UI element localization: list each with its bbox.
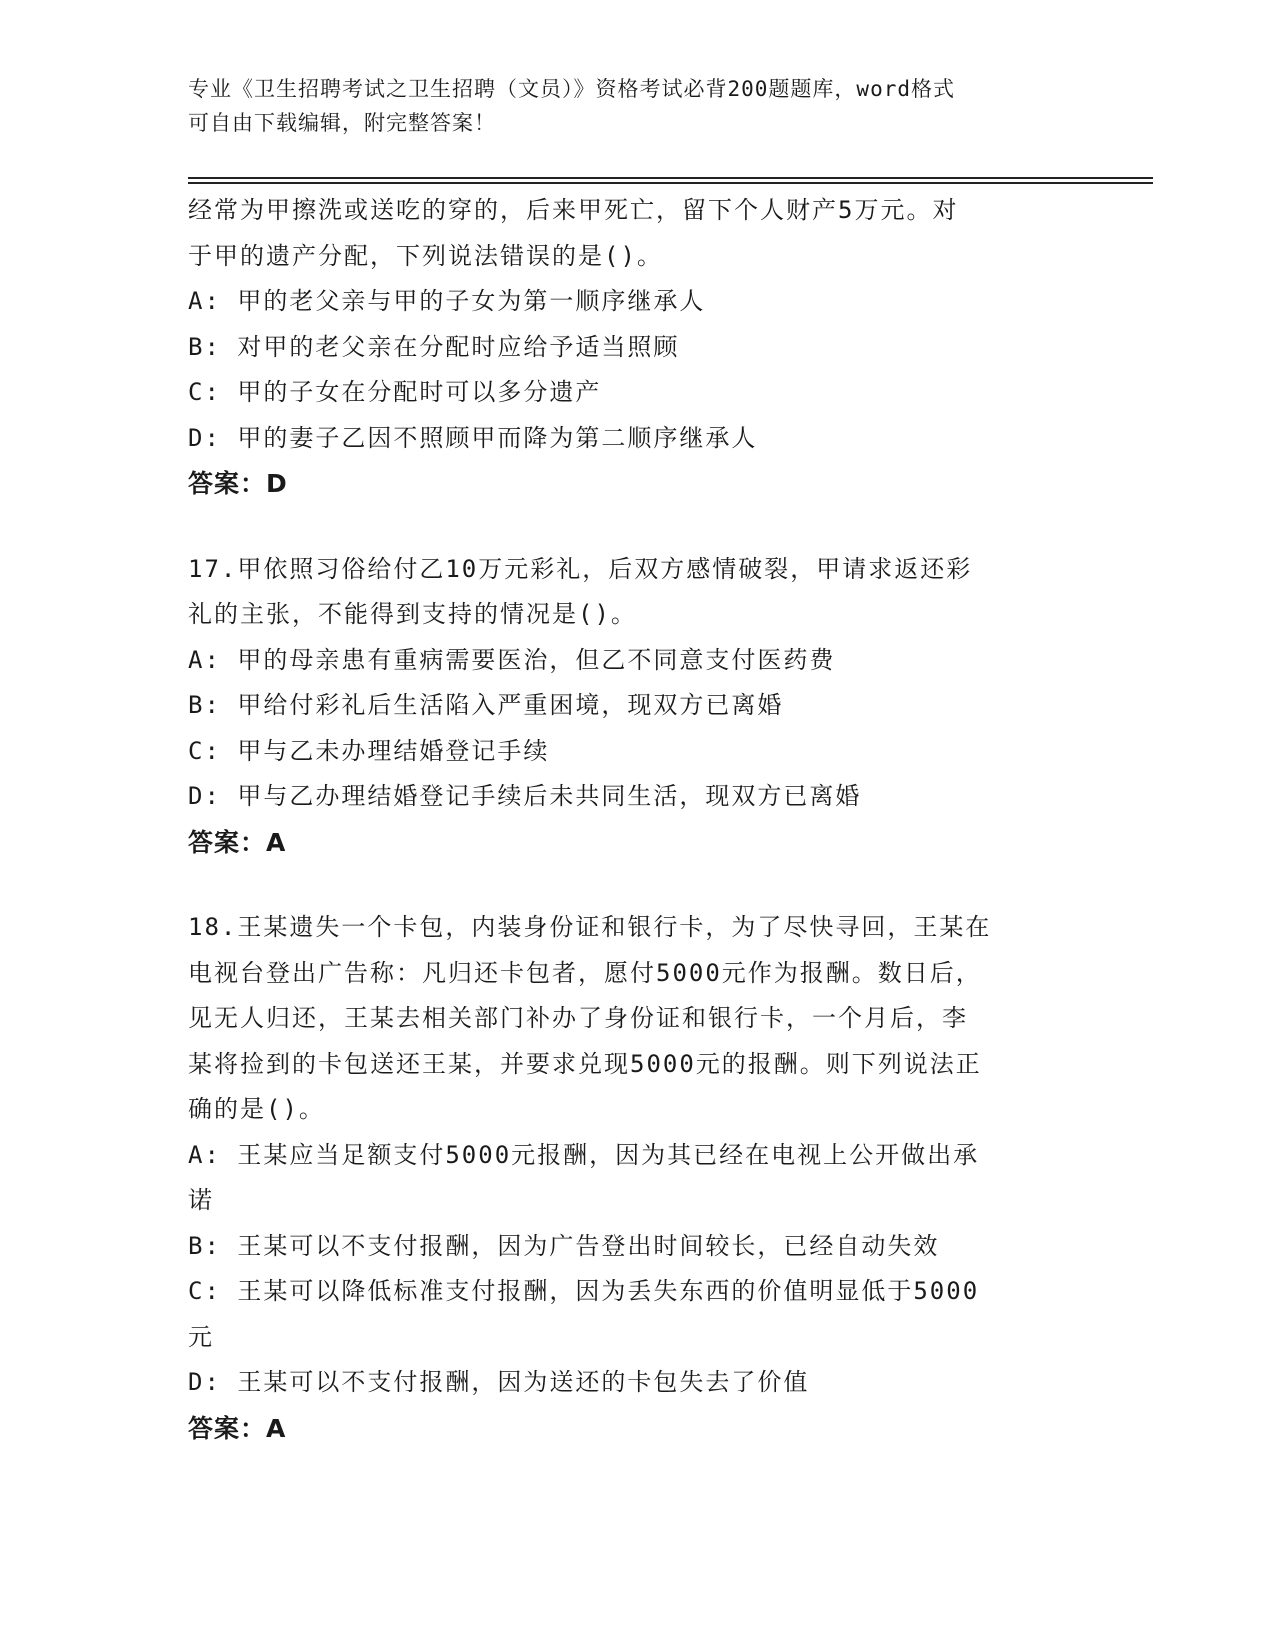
question-stem-line: 经常为甲擦洗或送吃的穿的，后来甲死亡，留下个人财产5万元。对 [188,196,959,224]
option-c: C: 甲与乙未办理结婚登记手续 [188,736,550,765]
question-spacer [188,507,1088,547]
answer-label: 答案：D [188,469,288,498]
question-17 [188,547,1088,866]
option-d: D: 甲的妻子乙因不照顾甲而降为第二顺序继承人 [188,423,758,452]
question-stem-line: 某将捡到的卡包送还王某，并要求兑现5000元的报酬。则下列说法正 [188,1049,982,1078]
option-b: B: 甲给付彩礼后生活陷入严重困境，现双方已离婚 [188,691,784,719]
question-stem-line: 18.王某遗失一个卡包，内装身份证和银行卡，为了尽快寻回，王某在 [188,913,992,941]
option-d: D: 甲与乙办理结婚登记手续后未共同生活，现双方已离婚 [188,782,862,810]
question-spacer [188,865,1088,905]
answer-label: 答案：A [188,1413,287,1443]
question-stem-line: 见无人归还，王某去相关部门补办了身份证和银行卡，一个月后，李 [188,1004,968,1032]
option-d: D: 王某可以不支付报酬，因为送还的卡包失去了价值 [188,1368,810,1396]
question-stem-line: 礼的主张，不能得到支持的情况是()。 [188,600,637,628]
question-stem-line: 于甲的遗产分配，下列说法错误的是()。 [188,241,663,270]
option-a: A: 王某应当足额支付5000元报酬，因为其已经在电视上公开做出承 [188,1140,980,1169]
option-b: B: 王某可以不支付报酬，因为广告登出时间较长，已经自动失效 [188,1231,940,1260]
question-stem-line: 确的是()。 [188,1095,325,1123]
header-divider-top [188,177,1153,179]
option-a-continued: 诺 [188,1186,214,1214]
question-18 [188,905,1088,1451]
question-stem-line: 17.甲依照习俗给付乙10万元彩礼，后双方感情破裂，甲请求返还彩 [188,554,973,583]
answer-label: 答案：A [188,827,287,857]
document-header [188,72,1068,140]
option-c: C: 王某可以降低标准支付报酬，因为丢失东西的价值明显低于5000 [188,1277,980,1305]
question-list [188,188,1088,1451]
header-title-line-1: 专业《卫生招聘考试之卫生招聘（文员）》资格考试必背200题题库，word格式 [188,77,955,101]
option-c-continued: 元 [188,1322,214,1351]
question-16-continued [188,188,1088,507]
option-a: A: 甲的老父亲与甲的子女为第一顺序继承人 [188,287,706,315]
header-divider-bottom [188,182,1153,184]
question-stem-line: 电视台登出广告称：凡归还卡包者，愿付5000元作为报酬。数日后， [188,958,982,987]
option-c: C: 甲的子女在分配时可以多分遗产 [188,378,602,406]
option-a: A: 甲的母亲患有重病需要医治，但乙不同意支付医药费 [188,645,836,674]
header-title-line-2: 可自由下载编辑，附完整答案！ [188,111,496,135]
option-b: B: 对甲的老父亲在分配时应给予适当照顾 [188,332,680,361]
